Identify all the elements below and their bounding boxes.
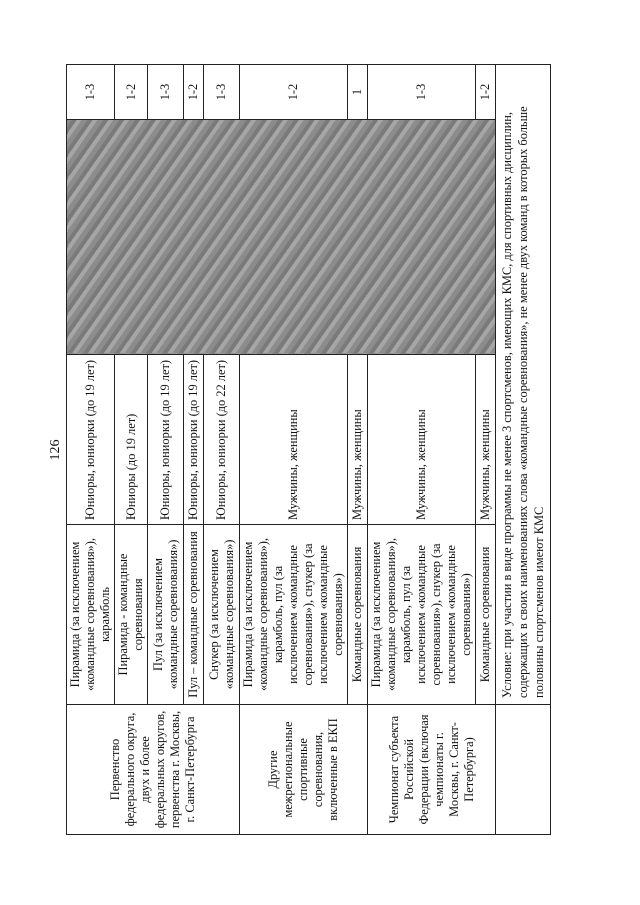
age-group-cell: Мужчины, женщины [476, 355, 496, 525]
rank-cell-shaded [67, 120, 496, 355]
places-cell: 1-2 [476, 65, 496, 120]
discipline-cell: Пирамида (за исключением «командные соревнования»), карамболь, пул (за исключением «командные соревнования»), снукер (за исключением «командные соревнования») [240, 525, 348, 705]
age-group-cell: Юниоры (до 19 лет) [115, 355, 148, 525]
condition-note: Условие: при участии в виде программы не менее 3 спортсменов, имеющих КМС, для спортивных дисциплин, содержащих в своих наименованиях слова «командные соревнования», не менее двух команд в которых больше половины спортсменов имеют КМС [496, 65, 551, 705]
places-cell: 1-3 [368, 65, 476, 120]
discipline-cell: Снукер (за исключением «командные соревнования») [204, 525, 240, 705]
qualification-table [66, 64, 551, 835]
age-group-cell: Юниоры, юниорки (до 22 лет) [204, 355, 240, 525]
age-group-cell: Юниоры, юниорки (до 19 лет) [67, 355, 115, 525]
age-group-cell: Мужчины, женщины [240, 355, 348, 525]
discipline-cell: Пирамида (за исключением «командные соревнования»), карамболь, пул (за исключением «командные соревнования»), снукер (за исключением «командные соревнования») [368, 525, 476, 705]
discipline-cell: Пирамида - командные соревнования [115, 525, 148, 705]
discipline-cell: Командные соревнования [348, 525, 368, 705]
age-group-cell: Мужчины, женщины [348, 355, 368, 525]
table-row [496, 65, 551, 835]
category-cell: Чемпионат субъекта Российской Федерации (включая чемпионаты г. Москвы, г. Санкт-Петербурга) [368, 705, 496, 835]
discipline-cell: Пирамида (за исключением «командные соревнования»), карамболь [67, 525, 115, 705]
discipline-cell: Пул – командные соревнования [184, 525, 204, 705]
category-cell: Первенство федерального округа, двух и более федеральных округов, первенства г. Москвы, г. Санкт-Петербурга [67, 705, 240, 835]
places-cell: 1-2 [115, 65, 148, 120]
places-cell: 1 [348, 65, 368, 120]
places-cell: 1-2 [184, 65, 204, 120]
discipline-cell: Пул (за исключением «командные соревнования») [148, 525, 184, 705]
rotated-document-page [48, 65, 546, 835]
places-cell: 1-3 [67, 65, 115, 120]
table-row [67, 65, 115, 835]
places-cell: 1-2 [240, 65, 348, 120]
category-cell: Другие межрегиональные спортивные соревнования, включенные в ЕКП [240, 705, 368, 835]
age-group-cell: Юниоры, юниорки (до 19 лет) [184, 355, 204, 525]
discipline-cell: Командные соревнования [476, 525, 496, 705]
places-cell: 1-3 [204, 65, 240, 120]
places-cell: 1-3 [148, 65, 184, 120]
page-number: 126 [48, 439, 63, 461]
age-group-cell: Мужчины, женщины [368, 355, 476, 525]
age-group-cell: Юниоры, юниорки (до 19 лет) [148, 355, 184, 525]
category-cell-empty [496, 705, 551, 835]
